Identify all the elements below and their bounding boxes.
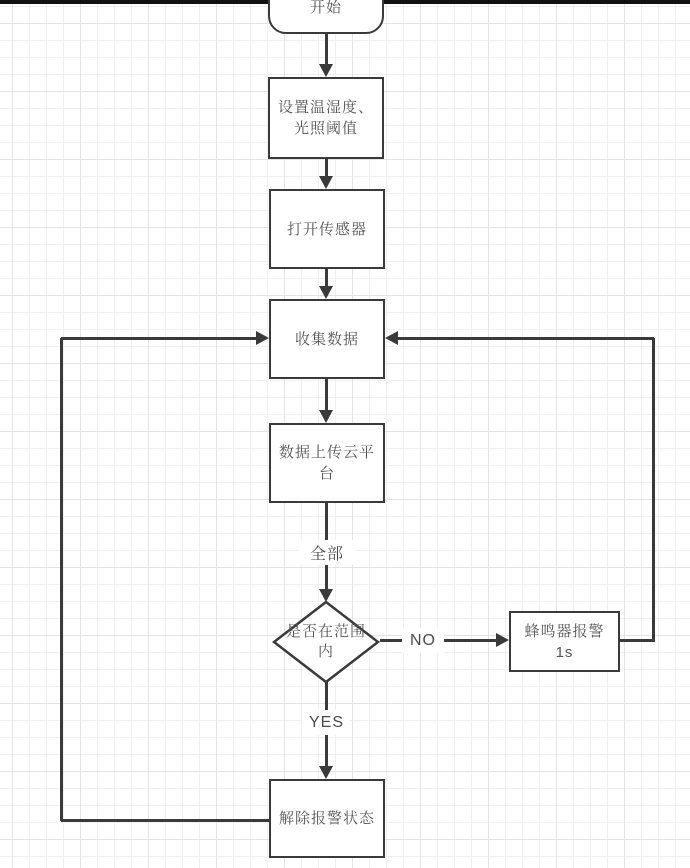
edge-label-no: NO [402, 628, 444, 653]
connector-clear-to-collect [61, 337, 257, 340]
connector-buzzer-up [652, 338, 655, 642]
node-upload-cloud-line1: 数据上传云平 [278, 444, 375, 461]
node-upload-cloud[interactable] [269, 423, 385, 503]
arrowhead-left-icon [385, 331, 398, 345]
arrowhead-down-icon [319, 766, 333, 779]
connector-clear-out [61, 819, 269, 822]
connector-start-to-thresholds [325, 30, 328, 66]
edge-label-yes: YES [303, 710, 350, 735]
connector-clear-up [60, 338, 63, 821]
node-buzzer-alarm-line2: 1s [555, 643, 574, 661]
arrowhead-down-icon [319, 64, 333, 77]
node-clear-alarm-label: 解除报警状态 [278, 810, 375, 827]
arrowhead-down-icon [319, 286, 333, 299]
arrowhead-right-icon [496, 633, 509, 647]
node-buzzer-alarm[interactable] [509, 611, 620, 672]
node-set-thresholds[interactable] [268, 77, 384, 159]
connector-sensor-to-collect [325, 269, 328, 287]
node-collect-data[interactable] [269, 299, 385, 379]
node-buzzer-alarm-line1: 蜂鸣器报警 [524, 622, 605, 640]
node-range-check-line1: 是否在范围 [285, 623, 366, 640]
node-start-label: 开始 [309, 0, 342, 16]
node-set-thresholds-line2: 光照阈值 [293, 120, 358, 137]
arrowhead-down-icon [319, 176, 333, 189]
connector-buzzer-out [620, 639, 655, 642]
node-start[interactable] [268, 0, 384, 34]
arrowhead-down-icon [319, 410, 333, 423]
arrowhead-right-icon [256, 331, 269, 345]
node-range-check-line2: 内 [317, 643, 334, 660]
node-collect-data-label: 收集数据 [294, 330, 359, 348]
node-clear-alarm[interactable] [269, 779, 385, 858]
node-set-thresholds-line1: 设置温湿度、 [277, 99, 374, 116]
node-upload-cloud-line2: 台 [318, 465, 335, 482]
connector-collect-to-upload [325, 379, 328, 411]
connector-thresholds-to-sensor [325, 159, 328, 177]
edge-label-all: 全部 [298, 540, 356, 565]
node-open-sensor-label: 打开传感器 [286, 220, 367, 238]
node-open-sensor[interactable] [269, 189, 385, 269]
node-range-check-text [272, 600, 380, 684]
connector-buzzer-to-collect [396, 337, 654, 340]
